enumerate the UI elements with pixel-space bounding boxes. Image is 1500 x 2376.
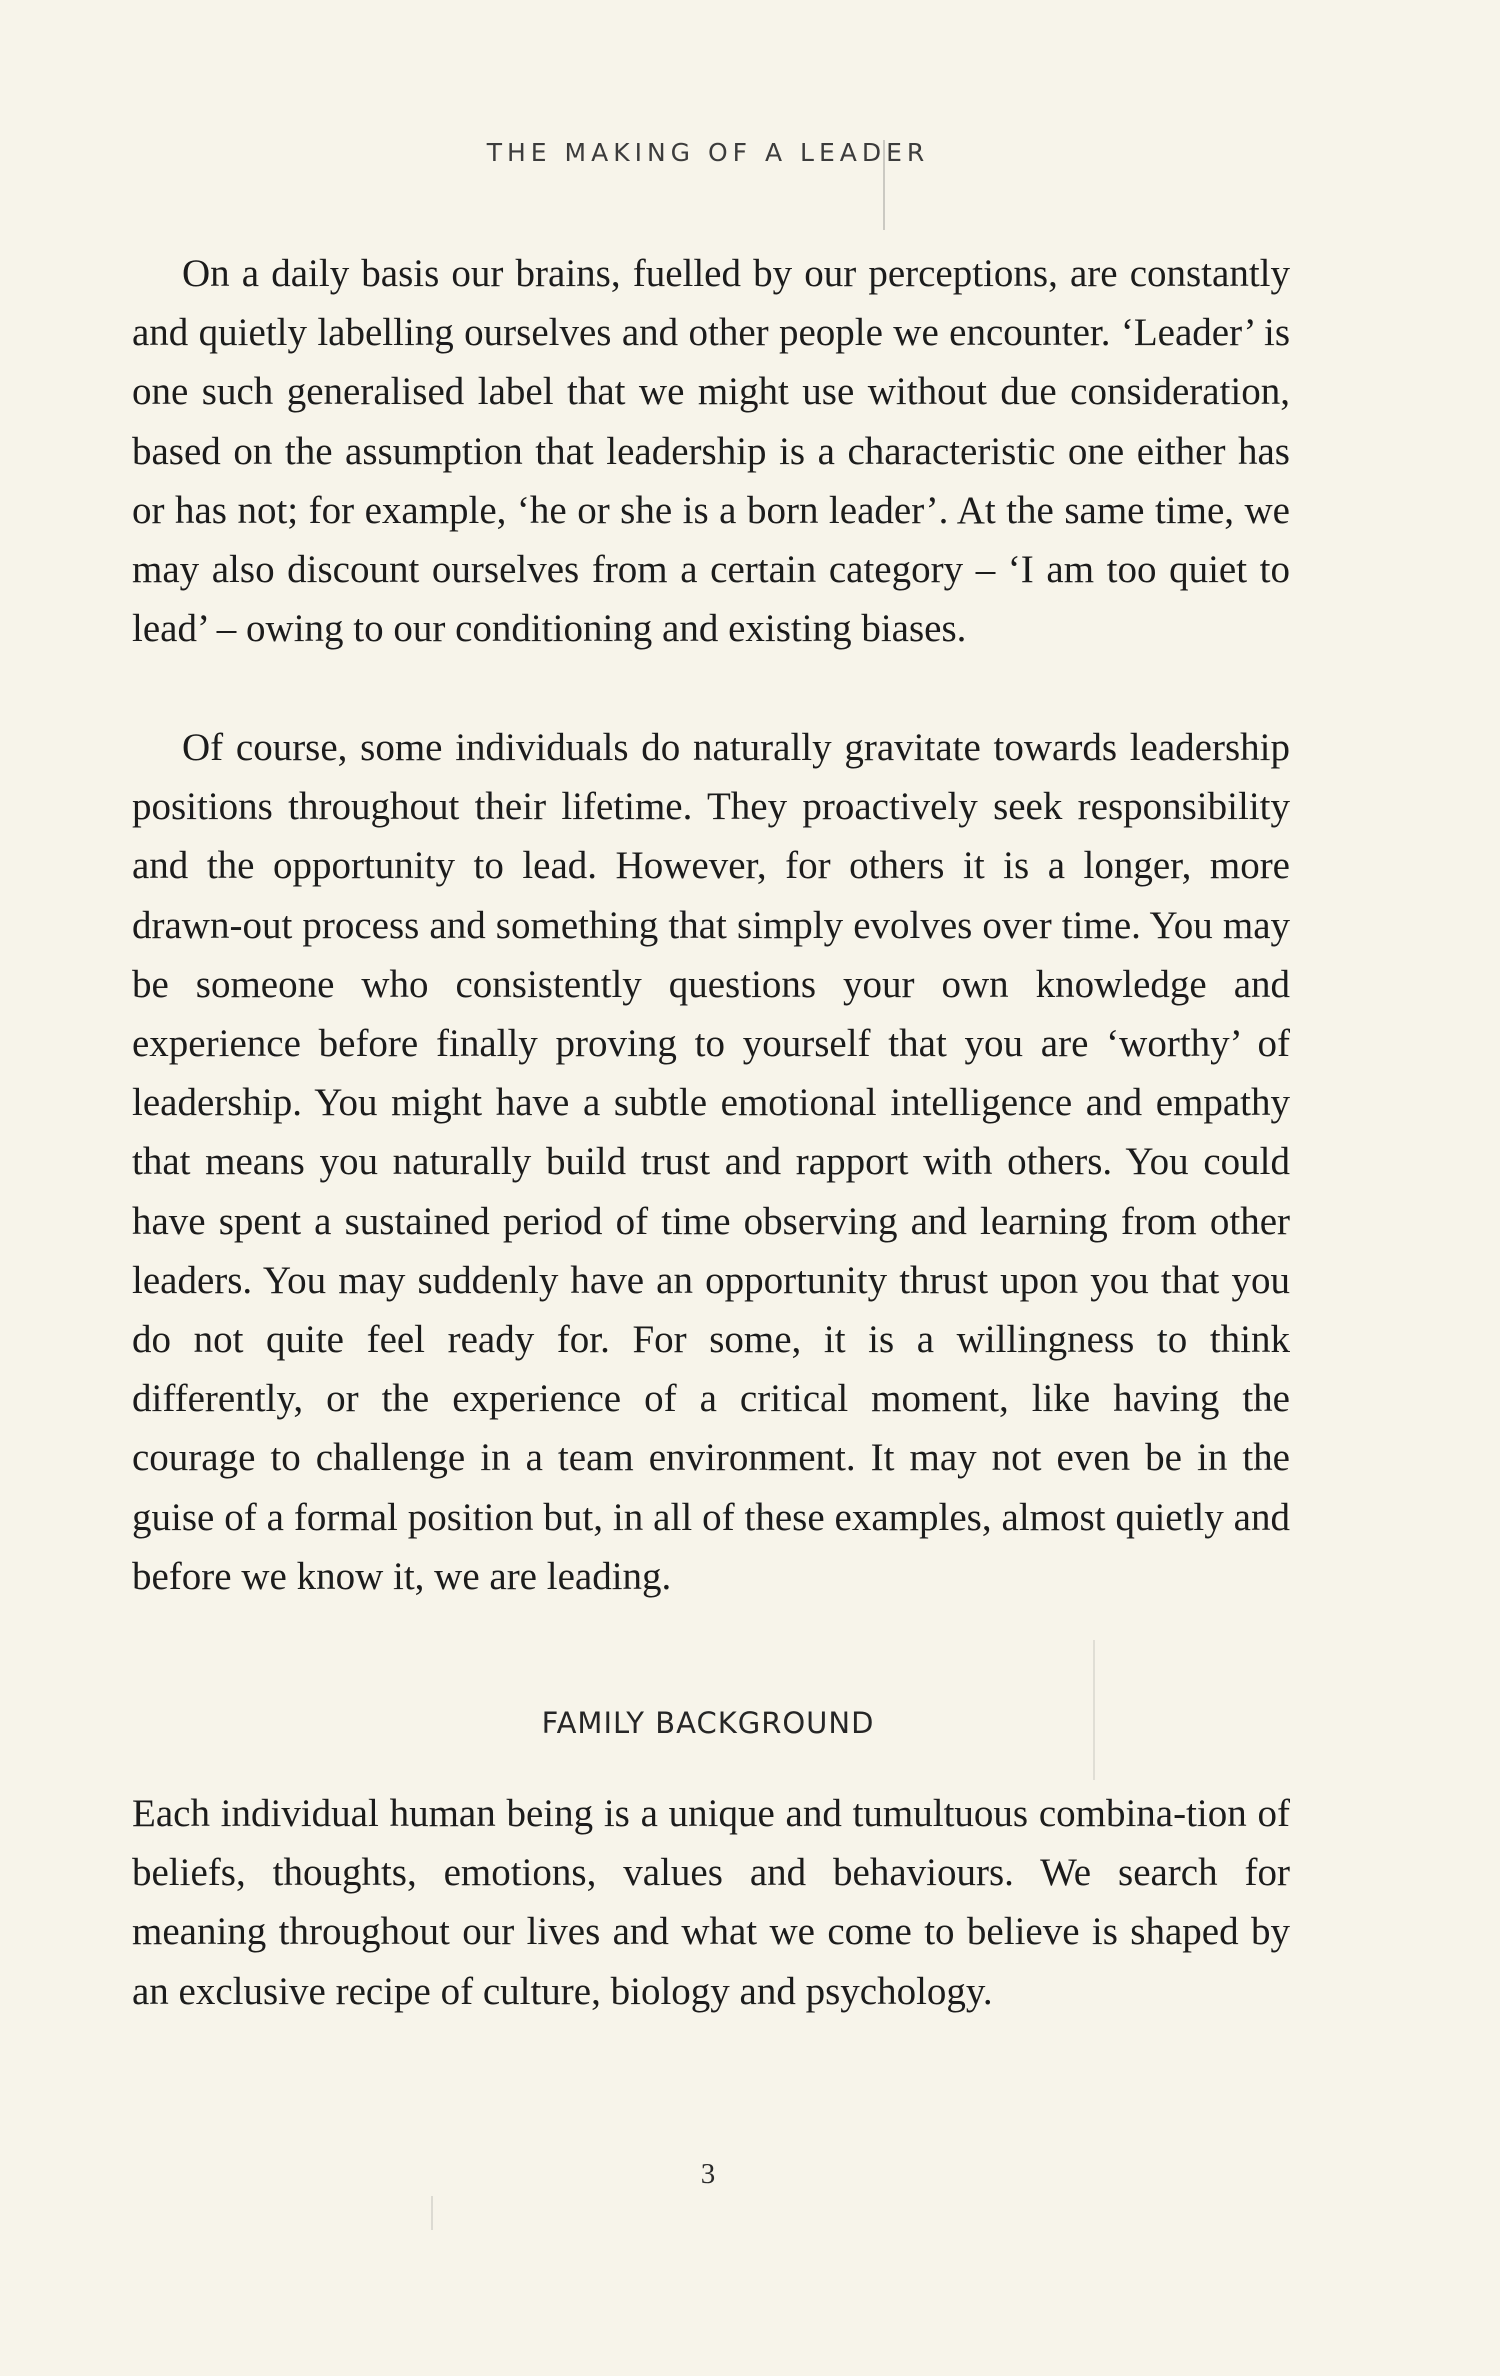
scan-crease-mark [1093,1640,1095,1780]
section-paragraph: Each individual human being is a unique and tumultuous combina-tion of beliefs, thoughts, emotions, values and behaviours. We search for meaning throughout our lives and what we come to believe is shaped by an exclusive recipe of culture, biology and psychology. [132,1792,1290,2013]
page-number: 3 [700,2158,716,2190]
body-paragraph: Of course, some individuals do naturally gravitate towards leadership positions throughout their lifetime. They proactively seek responsibility and the opportunity to lead. However, for others it is a longer, more drawn-out process and something that simply evolves over time. You may be someone who consistently questions your own knowledge and experience before finally proving to yourself that you are ‘worthy’ of leadership. You might have a subtle emotional intelligence and empathy that means you naturally build trust and rapport with others. You could have spent a sustained period of time observing and learning from other leaders. You may suddenly have an opportunity thrust upon you that you do not quite feel ready for. For some, it is a willingness to think differently, or the experience of a critical moment, like having the courage to challenge in a team environment. It may not even be in the guise of a formal position but, in all of these examples, almost quietly and before we know it, we are leading. [132,726,1290,1598]
section-paragraph-block [132,1784,1290,2021]
body-paragraph-1-block [132,244,1290,658]
body-paragraph: On a daily basis our brains, fuelled by our perceptions, are constantly and quietly labelling ourselves and other people we encounter. ‘Leader’ is one such generalised label that we might use without due consideration, based on the assumption that leadership is a characteristic one either has or has not; for example, ‘he or she is a born leader’. At the same time, we may also discount ourselves from a certain category – ‘I am too quiet to lead’ – owing to our conditioning and existing biases. [132,252,1290,651]
section-heading: FAMILY BACKGROUND [541,1706,875,1740]
scan-crease-mark [431,2196,433,2230]
running-head: THE MAKING OF A LEADER [486,138,930,167]
scan-crease-mark [883,140,885,230]
body-paragraph-2-block [132,718,1290,1606]
